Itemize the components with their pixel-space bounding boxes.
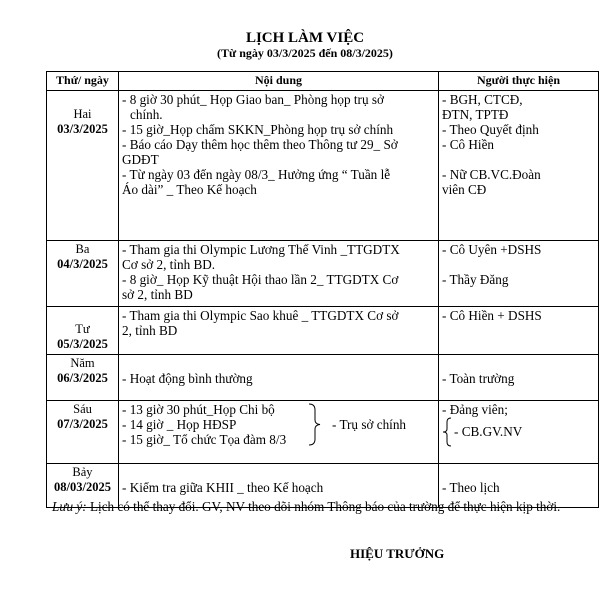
day-date: 08/03/2025 bbox=[54, 480, 111, 494]
day-date: 05/3/2025 bbox=[57, 337, 108, 351]
table-header-row bbox=[47, 72, 599, 91]
day-date: 04/3/2025 bbox=[57, 257, 108, 271]
content-cell bbox=[119, 355, 439, 401]
people-line: - Theo Quyết định bbox=[442, 122, 539, 137]
day-name: Năm bbox=[70, 356, 95, 370]
people-line: - Đảng viên; bbox=[442, 402, 508, 417]
people-line: - Cô Hiền bbox=[442, 137, 495, 152]
content-line: - 8 giờ 30 phút_ Họp Giao ban_ Phòng họp trụ sở bbox=[122, 92, 384, 107]
people-cell bbox=[439, 307, 599, 355]
content-line: GDĐT bbox=[122, 152, 159, 167]
people-line: - Toàn trường bbox=[442, 371, 515, 386]
people-cell bbox=[439, 91, 599, 241]
content-group bbox=[122, 402, 435, 447]
page-subtitle: (Từ ngày 03/3/2025 đến 08/3/2025) bbox=[217, 46, 393, 60]
content-line: - 8 giờ_ Họp Kỹ thuật Hội thao lần 2_ TTGDTX Cơ bbox=[122, 272, 399, 287]
day-name: Hai bbox=[73, 107, 92, 121]
day-date: 03/3/2025 bbox=[57, 122, 108, 136]
people-line: - Cô Uyên +DSHS bbox=[442, 242, 542, 257]
people-group bbox=[442, 402, 595, 447]
content-cell bbox=[119, 91, 439, 241]
content-line: - Tham gia thi Olympic Lương Thế Vinh _TTGDTX bbox=[122, 242, 400, 257]
content-line: - Từ ngày 03 đến ngày 08/3_ Hưởng ứng “ Tuần lễ bbox=[122, 167, 391, 182]
content-line: 2, tỉnh BD bbox=[122, 323, 178, 338]
content-line: chính. bbox=[130, 107, 163, 122]
note-text: Lịch có thể thay đổi. GV, NV theo dõi nhóm Thông báo của trường để thực hiện kịp thời. bbox=[86, 499, 561, 514]
col-header-people: Người thực hiện bbox=[439, 72, 599, 91]
day-name: Sáu bbox=[73, 402, 92, 416]
day-cell bbox=[47, 355, 119, 401]
people-line: - Theo lịch bbox=[442, 480, 500, 495]
content-line: Áo dài” _ Theo Kế hoạch bbox=[122, 182, 257, 197]
people-line: - Nữ CB.VC.Đoàn bbox=[442, 167, 541, 182]
content-line: sở 2, tỉnh BD bbox=[122, 287, 193, 302]
table-row bbox=[47, 91, 599, 241]
day-date: 07/3/2025 bbox=[57, 417, 108, 431]
day-name: Tư bbox=[75, 322, 90, 336]
day-cell bbox=[47, 307, 119, 355]
schedule-table bbox=[46, 71, 599, 508]
content-line: - 14 giờ _ Họp HĐSP bbox=[122, 417, 237, 432]
content-cell bbox=[119, 307, 439, 355]
content-line: - 13 giờ 30 phút_Họp Chi bộ bbox=[122, 402, 275, 417]
col-header-content: Nội dung bbox=[119, 72, 439, 91]
people-line: - CB.GV.NV bbox=[454, 424, 523, 439]
day-date: 06/3/2025 bbox=[57, 371, 108, 385]
content-line: - Báo cáo Dạy thêm học thêm theo Thông tư 29_ Sở bbox=[122, 137, 398, 152]
day-cell bbox=[47, 401, 119, 464]
note-label: Lưu ý: bbox=[52, 499, 87, 514]
table-row bbox=[47, 241, 599, 307]
people-line: viên CĐ bbox=[442, 182, 487, 197]
note bbox=[52, 498, 592, 515]
table-row bbox=[47, 355, 599, 401]
people-cell bbox=[439, 241, 599, 307]
content-line: - Hoạt động bình thường bbox=[122, 371, 253, 386]
right-brace-icon bbox=[307, 402, 323, 447]
day-cell bbox=[47, 241, 119, 307]
col-header-day: Thứ/ ngày bbox=[47, 72, 119, 91]
page-title: LỊCH LÀM VIỆC bbox=[245, 30, 365, 46]
table-row bbox=[47, 401, 599, 464]
day-cell bbox=[47, 91, 119, 241]
table-row bbox=[47, 307, 599, 355]
day-name: Bảy bbox=[72, 465, 93, 479]
content-line: - 15 giờ_ Tổ chức Tọa đàm 8/3 bbox=[122, 432, 287, 447]
content-cell bbox=[119, 241, 439, 307]
left-brace-icon bbox=[442, 417, 452, 447]
people-line: - Cô Hiền + DSHS bbox=[442, 308, 542, 323]
people-line: ĐTN, TPTĐ bbox=[442, 107, 509, 122]
content-cell bbox=[119, 401, 439, 464]
content-line: - Kiểm tra giữa KHII _ theo Kế hoạch bbox=[122, 480, 324, 495]
people-cell bbox=[439, 355, 599, 401]
people-cell bbox=[439, 401, 599, 464]
people-line: - Thầy Đăng bbox=[442, 272, 509, 287]
signature-title: HIỆU TRƯỞNG bbox=[350, 546, 445, 561]
people-line: - BGH, CTCĐ, bbox=[442, 92, 523, 107]
content-group-label: - Trụ sở chính bbox=[332, 417, 407, 432]
day-name: Ba bbox=[75, 242, 90, 256]
content-line: - Tham gia thi Olympic Sao khuê _ TTGDTX Cơ sở bbox=[122, 308, 399, 323]
content-line: - 15 giờ_Họp chấm SKKN_Phòng họp trụ sở chính bbox=[122, 122, 394, 137]
content-line: Cơ sở 2, tỉnh BD. bbox=[122, 257, 216, 272]
